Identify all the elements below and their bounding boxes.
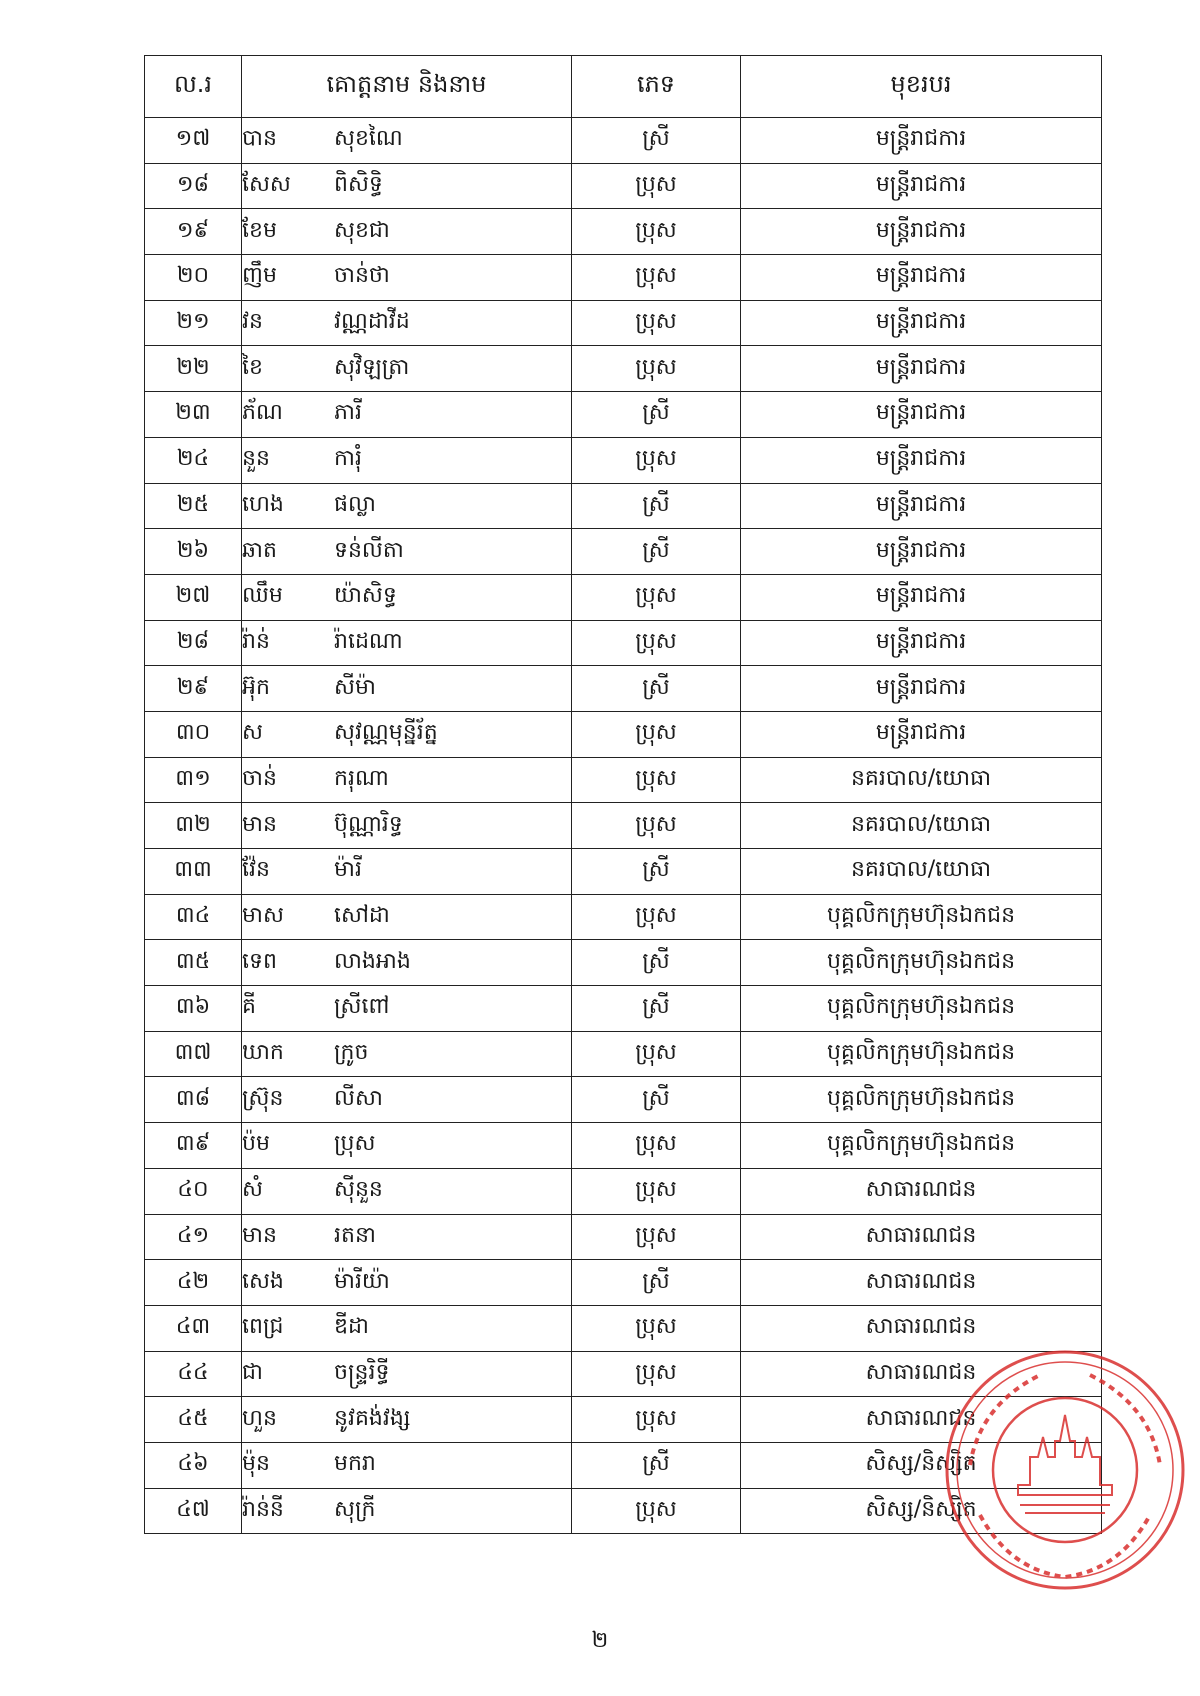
- sex-cell: ស្រី: [572, 392, 741, 438]
- given-name: សុក្រី: [334, 1496, 376, 1522]
- family-name: សំ: [242, 1177, 263, 1203]
- sex-cell: ប្រុស: [572, 437, 741, 483]
- sex-cell: ស្រី: [572, 666, 741, 712]
- row-number: ២៦: [145, 529, 242, 575]
- family-name: ស: [242, 720, 263, 746]
- family-name: នួន: [242, 446, 270, 472]
- occupation-cell: មន្ត្រីរាជការ: [741, 529, 1102, 575]
- occupation-cell: សាធារណជន: [741, 1351, 1102, 1397]
- sex-cell: ស្រី: [572, 940, 741, 986]
- row-number: ៤១: [145, 1214, 242, 1260]
- given-name: មករា: [334, 1451, 376, 1477]
- family-name: មាន: [242, 1222, 277, 1248]
- occupation-cell: សិស្ស/និស្សិត: [741, 1442, 1102, 1488]
- occupation-cell: មន្ត្រីរាជការ: [741, 163, 1102, 209]
- row-number: ៤៥: [145, 1397, 242, 1443]
- given-name: សុខណៃ: [334, 126, 403, 152]
- person-name: [242, 894, 572, 940]
- occupation-cell: មន្ត្រីរាជការ: [741, 620, 1102, 666]
- row-number: ២៨: [145, 620, 242, 666]
- occupation-cell: នគរបាល/យោធា: [741, 849, 1102, 895]
- occupation-cell: មន្ត្រីរាជការ: [741, 711, 1102, 757]
- family-name: ឃាក: [242, 1040, 284, 1066]
- occupation-cell: សាធារណជន: [741, 1214, 1102, 1260]
- person-name: [242, 1305, 572, 1351]
- person-name: [242, 1031, 572, 1077]
- family-name: សែស: [242, 172, 291, 198]
- occupation-cell: មន្ត្រីរាជការ: [741, 346, 1102, 392]
- sex-cell: ស្រី: [572, 118, 741, 164]
- row-number: ៣៦: [145, 986, 242, 1032]
- sex-cell: ប្រុស: [572, 894, 741, 940]
- occupation-cell: មន្ត្រីរាជការ: [741, 300, 1102, 346]
- table-row: [145, 1214, 1102, 1260]
- sex-cell: ប្រុស: [572, 711, 741, 757]
- sex-cell: ប្រុស: [572, 574, 741, 620]
- row-number: ៣៥: [145, 940, 242, 986]
- given-name: ប៊ុណ្ណារិទ្ធ: [334, 811, 403, 837]
- given-name: ការុំ: [334, 446, 362, 472]
- sex-cell: ប្រុស: [572, 1351, 741, 1397]
- family-name: មាន: [242, 811, 277, 837]
- given-name: នូវគង់វង្ស: [334, 1405, 411, 1431]
- family-name: ពេជ្រ: [242, 1314, 284, 1340]
- row-number: ១៧: [145, 118, 242, 164]
- occupation-cell: បុគ្គលិកក្រុមហ៊ុនឯកជន: [741, 894, 1102, 940]
- table-row: [145, 894, 1102, 940]
- occupation-cell: បុគ្គលិកក្រុមហ៊ុនឯកជន: [741, 1123, 1102, 1169]
- person-name: [242, 1260, 572, 1306]
- table-row: [145, 1077, 1102, 1123]
- table-row: [145, 1488, 1102, 1534]
- given-name: រ៉ាដេណា: [334, 628, 403, 654]
- person-name: [242, 849, 572, 895]
- occupation-cell: មន្ត្រីរាជការ: [741, 118, 1102, 164]
- given-name: ម៉ារី: [334, 857, 362, 883]
- person-name: [242, 757, 572, 803]
- row-number: ២៧: [145, 574, 242, 620]
- table-row: [145, 1397, 1102, 1443]
- given-name: ស៊ីនួន: [334, 1177, 383, 1203]
- person-name: [242, 1077, 572, 1123]
- family-name: មាស: [242, 903, 284, 929]
- person-name: [242, 666, 572, 712]
- sex-cell: ប្រុស: [572, 1488, 741, 1534]
- table-body: [145, 118, 1102, 1534]
- occupation-cell: សាធារណជន: [741, 1305, 1102, 1351]
- row-number: ៣០: [145, 711, 242, 757]
- given-name: សុវិឡត្រា: [334, 354, 410, 380]
- table-row: [145, 163, 1102, 209]
- row-number: ៣២: [145, 803, 242, 849]
- table-row: [145, 757, 1102, 803]
- row-number: ២១: [145, 300, 242, 346]
- given-name: រតនា: [334, 1222, 376, 1248]
- family-name: វ៉ែន: [242, 857, 270, 883]
- occupation-cell: នគរបាល/យោធា: [741, 757, 1102, 803]
- header-number: ល.រ: [145, 56, 242, 118]
- person-name: [242, 483, 572, 529]
- table-row: [145, 392, 1102, 438]
- sex-cell: ស្រី: [572, 483, 741, 529]
- row-number: ៤០: [145, 1168, 242, 1214]
- family-name: ឆាត: [242, 537, 277, 563]
- occupation-cell: បុគ្គលិកក្រុមហ៊ុនឯកជន: [741, 986, 1102, 1032]
- occupation-cell: មន្ត្រីរាជការ: [741, 209, 1102, 255]
- table-row: [145, 711, 1102, 757]
- given-name: ភារី: [334, 400, 362, 426]
- family-name: រ៉ាន់នី: [242, 1496, 284, 1522]
- occupation-cell: មន្ត្រីរាជការ: [741, 392, 1102, 438]
- person-name: [242, 1397, 572, 1443]
- occupation-cell: មន្ត្រីរាជការ: [741, 437, 1102, 483]
- sex-cell: ប្រុស: [572, 1214, 741, 1260]
- sex-cell: ប្រុស: [572, 346, 741, 392]
- sex-cell: ប្រុស: [572, 300, 741, 346]
- given-name: ទន់លីតា: [334, 537, 404, 563]
- family-name: ហេង: [242, 491, 284, 517]
- given-name: ចាន់ថា: [334, 263, 390, 289]
- person-name: [242, 711, 572, 757]
- given-name: ពិសិទ្ធិ: [334, 172, 383, 198]
- person-name: [242, 1351, 572, 1397]
- person-name: [242, 346, 572, 392]
- row-number: ៤៣: [145, 1305, 242, 1351]
- table-row: [145, 346, 1102, 392]
- sex-cell: ប្រុស: [572, 620, 741, 666]
- person-name: [242, 940, 572, 986]
- given-name: សុវណ្ណមុន្នីរ័ត្ន: [334, 720, 438, 746]
- family-name: បាន: [242, 126, 277, 152]
- person-name: [242, 803, 572, 849]
- given-name: ស្រីពៅ: [334, 994, 390, 1020]
- person-name: [242, 620, 572, 666]
- given-name: សីម៉ា: [334, 674, 376, 700]
- table-row: [145, 1168, 1102, 1214]
- table-row: [145, 986, 1102, 1032]
- sex-cell: ប្រុស: [572, 1168, 741, 1214]
- family-name: ខៃ: [242, 354, 263, 380]
- family-name: ភ័ណ: [242, 400, 283, 426]
- occupation-cell: នគរបាល/យោធា: [741, 803, 1102, 849]
- table-row: [145, 529, 1102, 575]
- occupation-cell: សាធារណជន: [741, 1168, 1102, 1214]
- person-name: [242, 1488, 572, 1534]
- given-name: លីសា: [334, 1085, 383, 1111]
- occupation-cell: បុគ្គលិកក្រុមហ៊ុនឯកជន: [741, 1077, 1102, 1123]
- row-number: ៤២: [145, 1260, 242, 1306]
- person-name: [242, 118, 572, 164]
- roster-table: [144, 55, 1102, 1534]
- sex-cell: ប្រុស: [572, 1031, 741, 1077]
- person-name: [242, 255, 572, 301]
- given-name: ឌីដា: [334, 1314, 369, 1340]
- sex-cell: ប្រុស: [572, 209, 741, 255]
- family-name: ឈឹម: [242, 583, 283, 609]
- family-name: ទេព: [242, 948, 277, 974]
- occupation-cell: សិស្ស/និស្សិត: [741, 1488, 1102, 1534]
- table-row: [145, 940, 1102, 986]
- table-row: [145, 1123, 1102, 1169]
- sex-cell: ប្រុស: [572, 803, 741, 849]
- occupation-cell: បុគ្គលិកក្រុមហ៊ុនឯកជន: [741, 1031, 1102, 1077]
- table-row: [145, 255, 1102, 301]
- given-name: ក្រូច: [334, 1040, 369, 1066]
- row-number: ២៣: [145, 392, 242, 438]
- person-name: [242, 392, 572, 438]
- person-name: [242, 1168, 572, 1214]
- family-name: ហួន: [242, 1405, 277, 1431]
- family-name: គី: [242, 994, 256, 1020]
- table-row: [145, 849, 1102, 895]
- row-number: ២៥: [145, 483, 242, 529]
- person-name: [242, 1214, 572, 1260]
- row-number: ២៤: [145, 437, 242, 483]
- given-name: ប្រុស: [334, 1131, 376, 1157]
- family-name: ញឹម: [242, 263, 277, 289]
- family-name: ស្រ៊ុន: [242, 1085, 284, 1111]
- given-name: ម៉ារីយ៉ា: [334, 1268, 390, 1294]
- table-row: [145, 1031, 1102, 1077]
- family-name: រ៉ាន់: [242, 628, 270, 654]
- table-row: [145, 1351, 1102, 1397]
- table-row: [145, 1442, 1102, 1488]
- given-name: ករុណា: [334, 765, 389, 791]
- given-name: សៅដា: [334, 903, 390, 929]
- family-name: ម៉ុន: [242, 1451, 270, 1477]
- sex-cell: ប្រុស: [572, 255, 741, 301]
- given-name: ផល្លា: [334, 491, 376, 517]
- person-name: [242, 574, 572, 620]
- sex-cell: ស្រី: [572, 529, 741, 575]
- page-number: ២: [591, 1628, 609, 1653]
- sex-cell: ប្រុស: [572, 1397, 741, 1443]
- header-name: គោត្តនាម និងនាម: [242, 56, 572, 118]
- row-number: ៣៩: [145, 1123, 242, 1169]
- occupation-cell: មន្ត្រីរាជការ: [741, 483, 1102, 529]
- header-sex: ភេទ: [572, 56, 741, 118]
- sex-cell: ស្រី: [572, 1077, 741, 1123]
- header-occupation: មុខរបរ: [741, 56, 1102, 118]
- sex-cell: ស្រី: [572, 1260, 741, 1306]
- occupation-cell: មន្ត្រីរាជការ: [741, 255, 1102, 301]
- sex-cell: ប្រុស: [572, 1123, 741, 1169]
- sex-cell: ស្រី: [572, 849, 741, 895]
- table-row: [145, 483, 1102, 529]
- row-number: ២២: [145, 346, 242, 392]
- table-row: [145, 574, 1102, 620]
- person-name: [242, 986, 572, 1032]
- family-name: វន: [242, 309, 263, 335]
- row-number: ៣៣: [145, 849, 242, 895]
- occupation-cell: មន្ត្រីរាជការ: [741, 574, 1102, 620]
- sex-cell: ប្រុស: [572, 163, 741, 209]
- person-name: [242, 300, 572, 346]
- table-header-row: [145, 56, 1102, 118]
- sex-cell: ស្រី: [572, 986, 741, 1032]
- occupation-cell: បុគ្គលិកក្រុមហ៊ុនឯកជន: [741, 940, 1102, 986]
- row-number: ៣៨: [145, 1077, 242, 1123]
- table-row: [145, 803, 1102, 849]
- row-number: ៣៤: [145, 894, 242, 940]
- row-number: ១៨: [145, 163, 242, 209]
- row-number: ៤៧: [145, 1488, 242, 1534]
- given-name: វណ្ណដាវីដ: [334, 309, 410, 335]
- row-number: ៤៦: [145, 1442, 242, 1488]
- person-name: [242, 1123, 572, 1169]
- table-row: [145, 209, 1102, 255]
- table-row: [145, 118, 1102, 164]
- family-name: ជា: [242, 1359, 263, 1385]
- family-name: ខែម: [242, 217, 277, 243]
- occupation-cell: សាធារណជន: [741, 1397, 1102, 1443]
- table-row: [145, 300, 1102, 346]
- person-name: [242, 437, 572, 483]
- family-name: ចាន់: [242, 765, 277, 791]
- row-number: ៤៤: [145, 1351, 242, 1397]
- row-number: ៣៧: [145, 1031, 242, 1077]
- occupation-cell: សាធារណជន: [741, 1260, 1102, 1306]
- row-number: ៣១: [145, 757, 242, 803]
- row-number: ២៩: [145, 666, 242, 712]
- occupation-cell: មន្ត្រីរាជការ: [741, 666, 1102, 712]
- table-row: [145, 666, 1102, 712]
- row-number: ២០: [145, 255, 242, 301]
- person-name: [242, 163, 572, 209]
- family-name: សេង: [242, 1268, 284, 1294]
- given-name: សុខជា: [334, 217, 390, 243]
- table-row: [145, 1305, 1102, 1351]
- table-row: [145, 620, 1102, 666]
- table-row: [145, 1260, 1102, 1306]
- sex-cell: ប្រុស: [572, 1305, 741, 1351]
- given-name: ចន្ទ្ររិទ្ធី: [334, 1359, 390, 1385]
- family-name: អ៊ុក: [242, 674, 270, 700]
- sex-cell: ប្រុស: [572, 757, 741, 803]
- row-number: ១៩: [145, 209, 242, 255]
- table-row: [145, 437, 1102, 483]
- given-name: យ៉ាសិទ្ធ: [334, 583, 397, 609]
- given-name: លាងអាង: [334, 948, 411, 974]
- person-name: [242, 1442, 572, 1488]
- sex-cell: ស្រី: [572, 1442, 741, 1488]
- person-name: [242, 209, 572, 255]
- family-name: ប៉ម: [242, 1131, 270, 1157]
- person-name: [242, 529, 572, 575]
